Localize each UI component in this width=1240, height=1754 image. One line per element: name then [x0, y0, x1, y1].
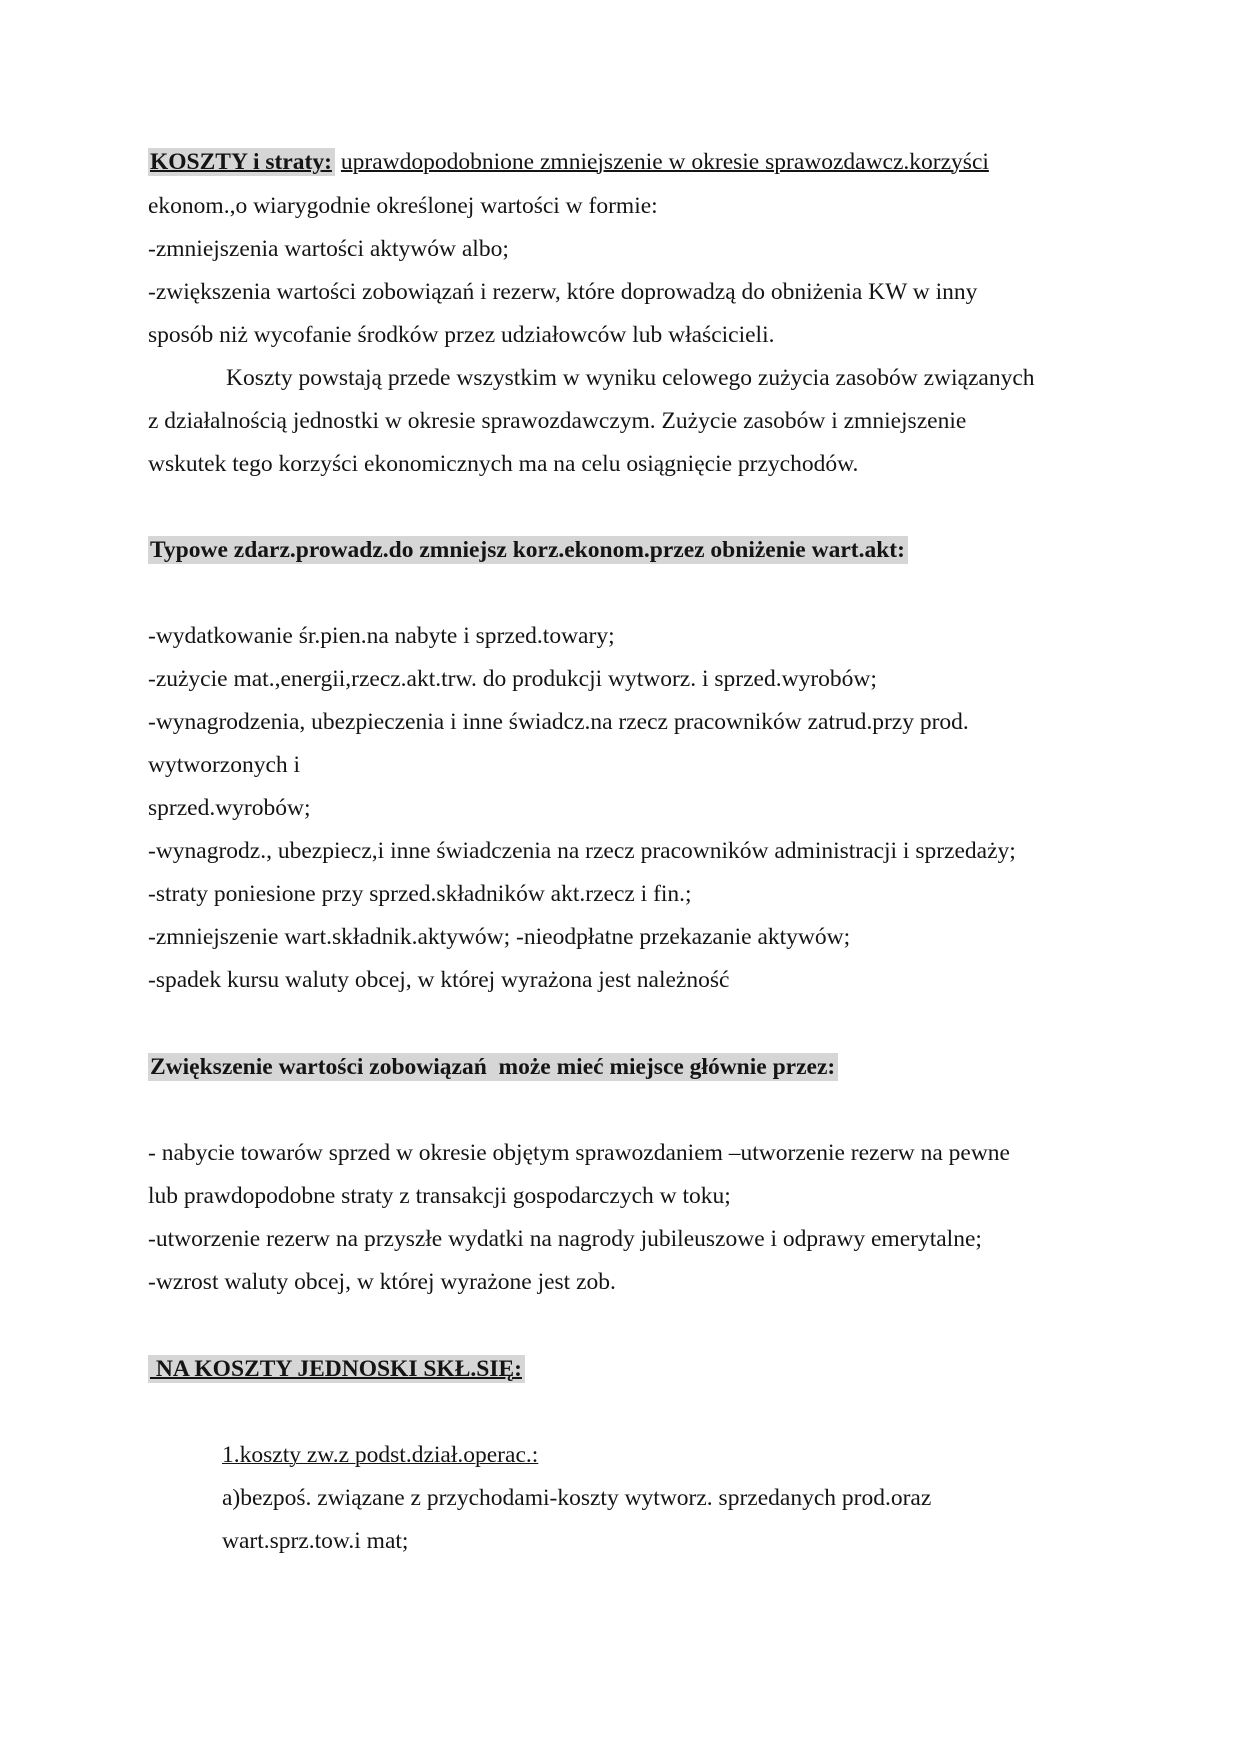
definition-line-5: sposób niż wycofanie środków przez udziałowców lub właścicieli. [148, 322, 775, 348]
paragraph-line-1: Koszty powstają przede wszystkim w wyniku celowego zużycia zasobów związanych [226, 365, 1035, 391]
definition-text: uprawdopodobnione zmniejszenie w okresie sprawozdawcz.korzyści [340, 149, 989, 175]
list-item: -wynagrodz., ubezpiecz,i inne świadczenia na rzecz pracowników administracji i sprzedaży; [148, 838, 1016, 864]
list-item-continuation: lub prawdopodobne straty z transakcji gospodarczych w toku; [148, 1183, 731, 1209]
list-item-continuation: wytworzonych i [148, 752, 301, 778]
list-item: -wzrost waluty obcej, w której wyrażone jest zob. [148, 1269, 616, 1295]
term-koszty-i-straty: KOSZTY i straty: [148, 148, 335, 176]
item-title: 1.koszty zw.z podst.dział.operac.: [222, 1442, 539, 1468]
paragraph-line-3: wskutek tego korzyści ekonomicznych ma na celu osiągnięcie przychodów. [148, 451, 859, 477]
definition-line-2: ekonom.,o wiarygodnie określonej wartości w formie: [148, 193, 658, 219]
item-line-2: wart.sprz.tow.i mat; [222, 1528, 409, 1554]
section-heading-na-koszty [148, 1354, 525, 1384]
list-item: -straty poniesione przy sprzed.składników akt.rzecz i fin.; [148, 881, 692, 907]
list-item-continuation: sprzed.wyrobów; [148, 795, 311, 821]
list-item: -wynagrodzenia, ubezpieczenia i inne świadcz.na rzecz pracowników zatrud.przy prod. [148, 709, 969, 735]
list-item: -wydatkowanie śr.pien.na nabyte i sprzed.towary; [148, 623, 615, 649]
heading-text: Zwiększenie wartości zobowiązań może mieć miejsce głównie przez: [148, 1053, 838, 1081]
heading-text: Typowe zdarz.prowadz.do zmniejsz korz.ekonom.przez obniżenie wart.akt: [148, 536, 908, 564]
list-item: -utworzenie rezerw na przyszłe wydatki na nagrody jubileuszowe i odprawy emerytalne; [148, 1226, 982, 1252]
heading-text: NA KOSZTY JEDNOSKI SKŁ.SIĘ: [148, 1355, 525, 1383]
paragraph-line-2: z działalnością jednostki w okresie sprawozdawczym. Zużycie zasobów i zmniejszenie [148, 408, 967, 434]
section-heading-zwiekszenie-zobowiazan [148, 1052, 838, 1082]
section-heading-typowe-zdarzenia [148, 535, 908, 565]
list-item: -zmniejszenie wart.składnik.aktywów; -nieodpłatne przekazanie aktywów; [148, 924, 851, 950]
list-item: -zużycie mat.,energii,rzecz.akt.trw. do produkcji wytworz. i sprzed.wyrobów; [148, 666, 877, 692]
item-line-1: a)bezpoś. związane z przychodami-koszty wytworz. sprzedanych prod.oraz [222, 1485, 932, 1511]
definition-line-3: -zmniejszenia wartości aktywów albo; [148, 236, 509, 262]
definition-line-4: -zwiększenia wartości zobowiązań i rezerw, które doprowadzą do obniżenia KW w inny [148, 279, 978, 305]
list-item: -spadek kursu waluty obcej, w której wyrażona jest należność [148, 967, 730, 993]
list-item: - nabycie towarów sprzed w okresie objętym sprawozdaniem –utworzenie rezerw na pewne [148, 1140, 1010, 1166]
definition-line-1 [148, 147, 989, 177]
